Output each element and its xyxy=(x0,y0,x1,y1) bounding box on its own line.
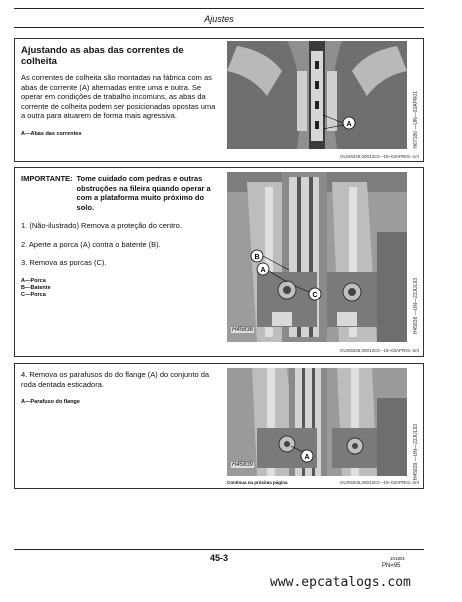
header-bottom-rule xyxy=(14,27,424,28)
page-header-title: Ajustes xyxy=(204,14,234,24)
step-item: 3. Remova as porcas (C). xyxy=(21,258,107,267)
step-item: 4. Remova os parafusos do do flange (A) do conjunto da roda dentada esticadora. xyxy=(21,370,210,389)
section-nuts xyxy=(14,167,424,357)
reference-code: OUO6025,00013C0 –19–03APR01–3/4 xyxy=(339,480,419,485)
section-chain-tabs-text xyxy=(21,45,221,138)
callout-a: A xyxy=(346,121,352,128)
footer-pn: PN=95 xyxy=(382,563,401,569)
header-top-rule xyxy=(14,8,424,9)
important-text: Tome cuidado com pedras e outras obstruções na fileira quando operar a com a plataforma muito próximo do solo. xyxy=(76,174,211,212)
section-nuts-text xyxy=(21,174,221,299)
footer-date: 101801 xyxy=(390,556,406,561)
photo-nuts-illustration xyxy=(227,172,407,342)
image-code: H67186 —UN—03APR01 xyxy=(413,91,419,149)
continued-note: Continua na próxima página xyxy=(227,480,288,485)
section-flange-bolts-text xyxy=(21,370,221,406)
legend-item: C—Porca xyxy=(21,291,46,298)
image-code: H45838 —UN—23JUL93 xyxy=(413,278,419,335)
footer-rule xyxy=(14,549,424,550)
photo-id: H45838 xyxy=(232,327,254,333)
figure-legend xyxy=(21,399,221,406)
photo-flange-bolts-illustration xyxy=(227,368,407,476)
page-number: 45-3 xyxy=(209,553,228,563)
step-item: 2. Aperte a porca (A) contra o batente (B). xyxy=(21,239,161,249)
photo-flange-bolts xyxy=(227,368,407,476)
photo-chain-tabs xyxy=(227,41,407,149)
legend-item: A—Abas das correntes xyxy=(21,130,82,137)
reference-code: OUO6025,00013C0 –19–03APR01–1/4 xyxy=(339,154,419,159)
photo-chain-tabs-illustration xyxy=(227,41,407,149)
watermark-link[interactable]: www.epcatalogs.com xyxy=(270,575,411,590)
reference-code: OUO6025,00013C0 –19–03APR01–2/4 xyxy=(339,348,419,353)
step-item: 1. (Não-ilustrado) Remova a proteção do centro. xyxy=(21,221,182,230)
callout-a: A xyxy=(260,267,266,274)
callout-a: A xyxy=(304,454,310,461)
section-title: Ajustando as abas das correntes de colheita xyxy=(21,45,184,67)
section-chain-tabs xyxy=(14,38,424,162)
figure-legend xyxy=(21,278,221,299)
photo-nuts xyxy=(227,172,407,342)
important-notice xyxy=(21,174,221,212)
photo-id: H45839 xyxy=(232,462,254,468)
legend-item: A—Parafuso do flange xyxy=(21,399,80,405)
section-paragraph: As correntes de colheita são montadas na fábrica com as abas de corrente (A) alternadas entre uma e outra. Se operar em condições de trabalho incomuns, as abas da corrente de colheita podem ser posicionadas opostas uma a outra para atuarem de forma mais agressiva. xyxy=(21,73,216,120)
image-code: H45839 —UN—23JUL93 xyxy=(413,424,419,481)
callout-b: B xyxy=(254,254,260,261)
legend-item: A—Porca xyxy=(21,277,46,284)
legend-item: B—Batente xyxy=(21,284,51,291)
important-label: IMPORTANTE: xyxy=(21,174,73,183)
figure-legend xyxy=(21,131,221,138)
callout-c: C xyxy=(312,292,318,299)
section-flange-bolts xyxy=(14,363,424,489)
